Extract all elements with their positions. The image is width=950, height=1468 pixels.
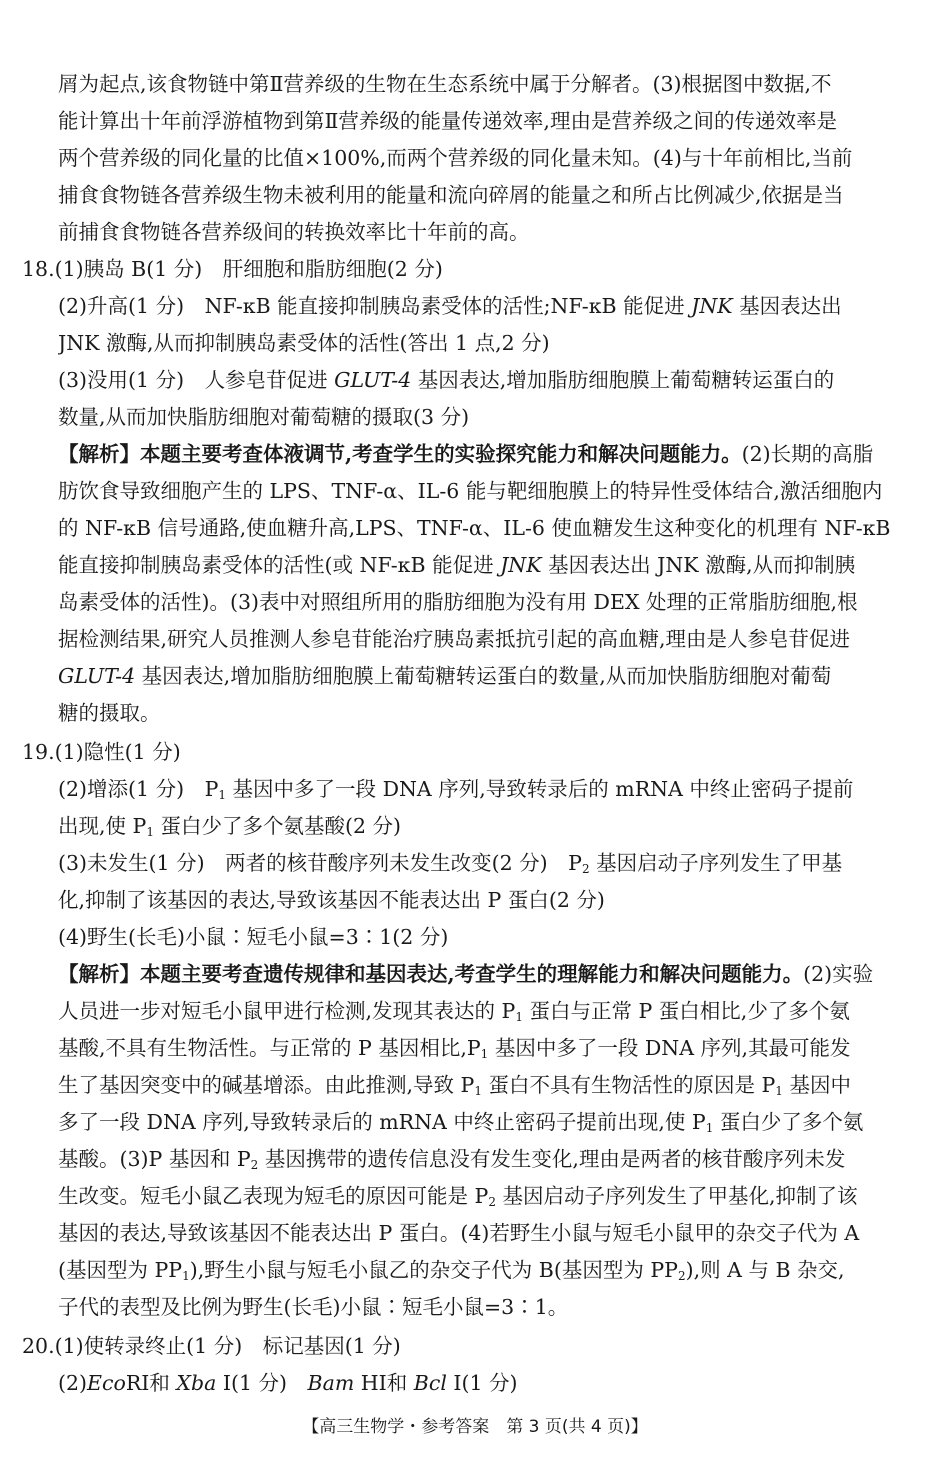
paragraph-line: 人员进一步对短毛小鼠甲进行检测,发现其表达的 $P_1$ 蛋白与正常 P 蛋白相比,少了多个氨 [58,999,850,1024]
explanation-18: 【解析】本题主要考查体液调节,考查学生的实验探究能力和解决问题能力。(2)长期的高脂 [58,442,874,466]
paragraph-line: 基酸。(3)P 基因和 $P_2$ 基因携带的遗传信息没有发生变化,理由是两者的核苷酸序列未发 [58,1147,846,1172]
paragraph-line: 两个营养级的同化量的比值×100%,而两个营养级的同化量未知。(4)与十年前相比,当前 [58,146,853,170]
paragraph-line: 生改变。短毛小鼠乙表现为短毛的原因可能是 $P_2$ 基因启动子序列发生了甲基化,抑制了该 [58,1184,858,1209]
question-20-answer-1: 20.(1)使转录终止(1 分) 标记基因(1 分) [22,1334,401,1358]
paragraph-line: 出现,使 $P_1$ 蛋白少了多个氨基酸(2 分) [58,814,402,839]
question-number: 19. [22,740,55,764]
paragraph-line: 数量,从而加快脂肪细胞对葡萄糖的摄取(3 分) [58,405,470,429]
paragraph-line: 捕食食物链各营养级生物未被利用的能量和流向碎屑的能量之和所占比例减少,依据是当 [58,183,844,207]
question-19-answer-1: 19.(1)隐性(1 分) [22,740,181,764]
explanation-19: 【解析】本题主要考查遗传规律和基因表达,考查学生的理解能力和解决问题能力。(2)实验 [58,962,874,986]
paragraph-line: 屑为起点,该食物链中第Ⅱ营养级的生物在生态系统中属于分解者。(3)根据图中数据,不 [58,72,832,96]
paragraph-line: 基因的表达,导致该基因不能表达出 P 蛋白。(4)若野生小鼠与短毛小鼠甲的杂交子代为 A [58,1221,860,1245]
question-number: 20. [22,1334,55,1358]
paragraph-line: 化,抑制了该基因的表达,导致该基因不能表达出 P 蛋白(2 分) [58,888,605,912]
question-18-answer-2: (2)升高(1 分) NF-κB 能直接抑制胰岛素受体的活性;NF-κB 能促进 JNK 基因表达出 [58,294,842,318]
paragraph-line: (基因型为 $PP_1$),野生小鼠与短毛小鼠乙的杂交子代为 B(基因型为 $PP_2$),则 A 与 B 杂交, [58,1258,845,1283]
paragraph-line: GLUT-4 基因表达,增加脂肪细胞膜上葡萄糖转运蛋白的数量,从而加快脂肪细胞对葡萄 [58,664,832,688]
paragraph-line: JNK 激酶,从而抑制胰岛素受体的活性(答出 1 点,2 分) [58,331,550,355]
question-18-answer-3: (3)没用(1 分) 人参皂苷促进 GLUT-4 基因表达,增加脂肪细胞膜上葡萄糖转运蛋白的 [58,368,835,392]
paragraph-line: 前捕食食物链各营养级间的转换效率比十年前的高。 [58,220,530,244]
question-19-answer-3: (3)未发生(1 分) 两者的核苷酸序列未发生改变(2 分) $P_2$ 基因启动子序列发生了甲基 [58,851,843,876]
question-18-answer-1: 18.(1)胰岛 B(1 分) 肝细胞和脂肪细胞(2 分) [22,257,443,281]
question-19-answer-2: (2)增添(1 分) $P_1$ 基因中多了一段 DNA 序列,导致转录后的 mRNA 中终止密码子提前 [58,777,854,802]
paragraph-line: 多了一段 DNA 序列,导致转录后的 mRNA 中终止密码子提前出现,使 $P_1$ 蛋白少了多个氨 [58,1110,864,1135]
paragraph-line: 肪饮食导致细胞产生的 LPS、TNF-α、IL-6 能与靶细胞膜上的特异性受体结合,激活细胞内 [58,479,883,503]
paragraph-line: 能直接抑制胰岛素受体的活性(或 NF-κB 能促进 JNK 基因表达出 JNK 激酶,从而抑制胰 [58,553,856,577]
question-19-answer-4: (4)野生(长毛)小鼠∶短毛小鼠=3∶1(2 分) [58,925,449,949]
paragraph-line: 据检测结果,研究人员推测人参皂苷能治疗胰岛素抵抗引起的高血糖,理由是人参皂苷促进 [58,627,851,651]
paragraph-line: 子代的表型及比例为野生(长毛)小鼠∶短毛小鼠=3∶1。 [58,1295,569,1319]
paragraph-line: 基酸,不具有生物活性。与正常的 P 基因相比$,P_1$ 基因中多了一段 DNA 序列,其最可能发 [58,1036,851,1061]
question-number: 18. [22,257,55,281]
page-footer: 【高三生物学・参考答案 第 3 页(共 4 页)】 [302,1417,648,1437]
paragraph-line: 的 NF-κB 信号通路,使血糖升高,LPS、TNF-α、IL-6 使血糖发生这种变化的机理有 NF-κB [58,516,891,540]
paragraph-line: 能计算出十年前浮游植物到第Ⅱ营养级的能量传递效率,理由是营养级之间的传递效率是 [58,109,837,133]
paragraph-line: 糖的摄取。 [58,701,161,725]
question-20-answer-2: (2)EcoRⅠ和 Xba Ⅰ(1 分) Bam HⅠ和 Bcl Ⅰ(1 分) [58,1371,518,1395]
paragraph-line: 生了基因突变中的碱基增添。由此推测,导致 $P_1$ 蛋白不具有生物活性的原因是 $P_1$ 基因中 [58,1073,851,1098]
paragraph-line: 岛素受体的活性)。(3)表中对照组所用的脂肪细胞为没有用 DEX 处理的正常脂肪细胞,根 [58,590,858,614]
